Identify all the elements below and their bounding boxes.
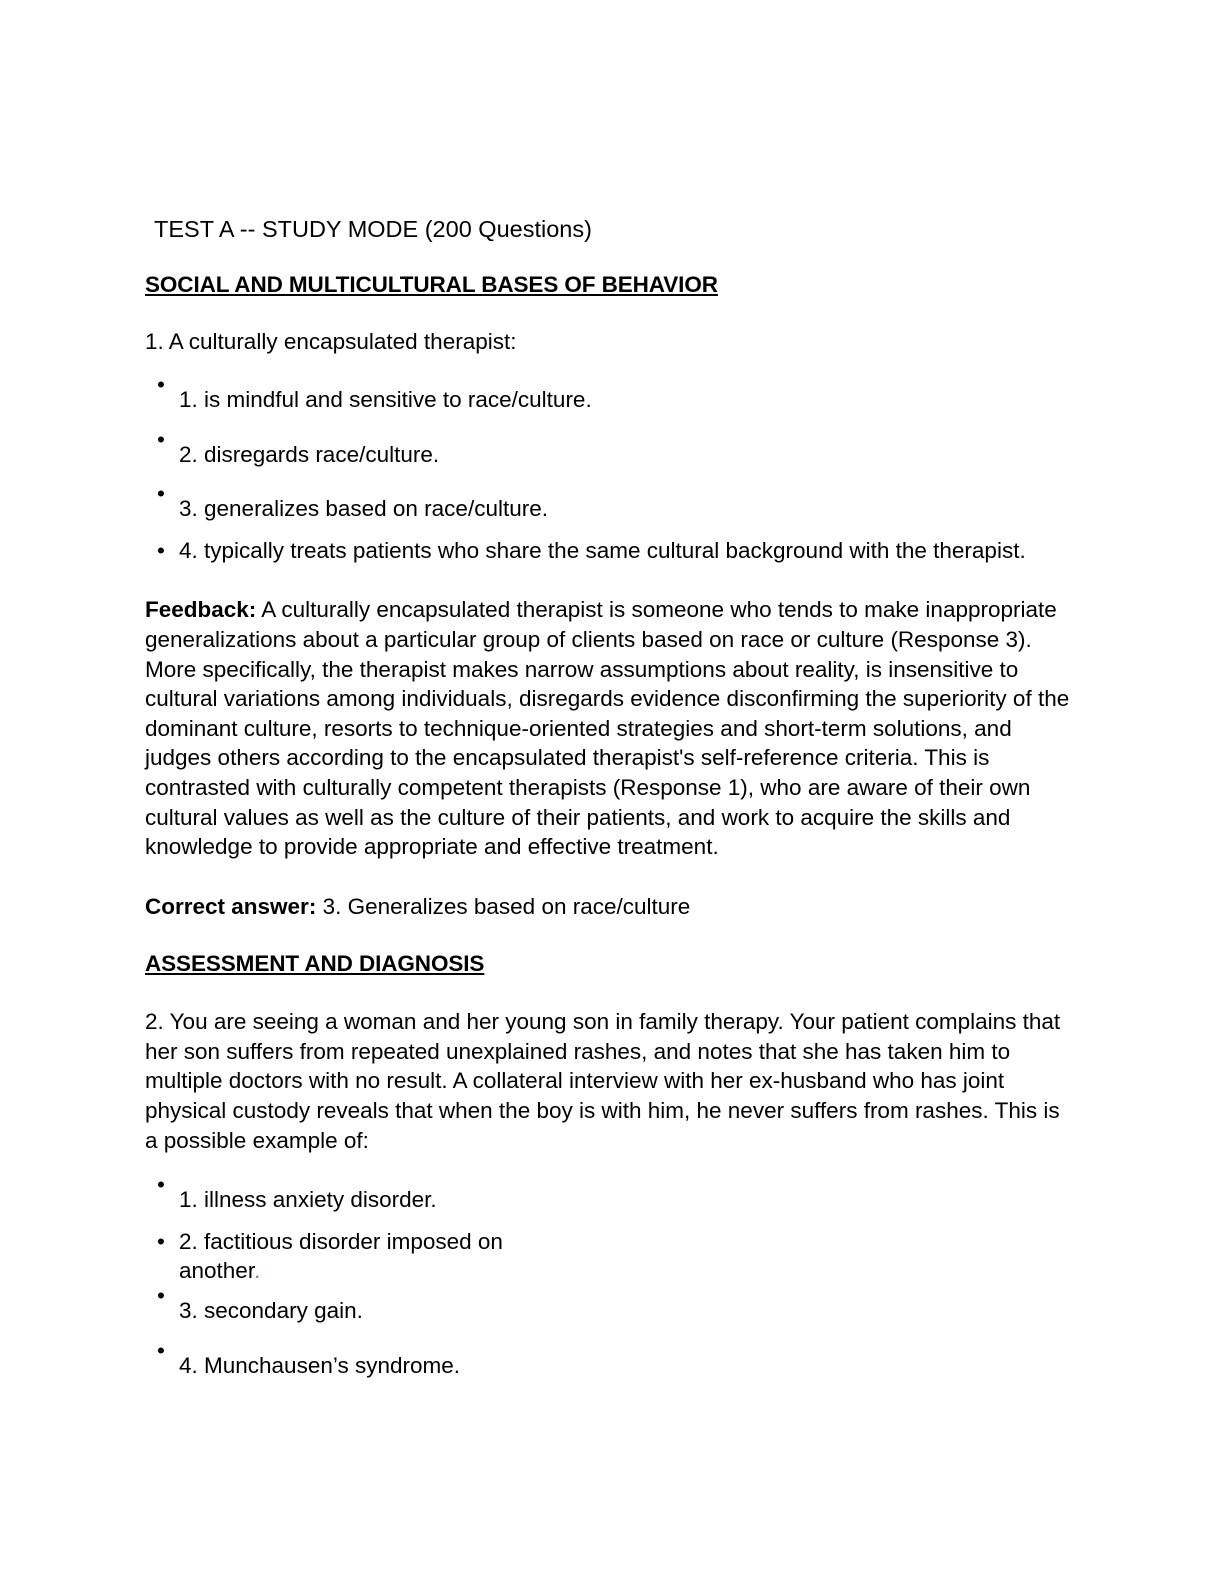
bullet-icon: • <box>157 481 165 507</box>
bullet-icon: • <box>157 371 165 397</box>
bullet-icon: • <box>157 537 165 563</box>
option-label: 4. Munchausen’s syndrome. <box>179 1352 460 1378</box>
option-item[interactable] <box>145 426 1071 470</box>
feedback-body: A culturally encapsulated therapist is someone who tends to make inappropriate generalizations about a particular group of clients based on race or culture (Response 3). More specifically, the therapist makes narrow assumptions about reality, is insensitive to cultural variations among individuals, disregards evidence disconfirming the superiority of the dominant culture, resorts to technique-oriented strategies and short-term solutions, and judges others according to the encapsulated therapist's self-reference criteria. This is contrasted with culturally competent therapists (Response 1), who are aware of their own cultural values as well as the culture of their patients, and work to acquire the skills and knowledge to provide appropriate and effective treatment. <box>145 597 1070 860</box>
option-label: 3. generalizes based on race/culture. <box>179 496 548 522</box>
spacer <box>145 565 1070 595</box>
spacer <box>145 862 1070 892</box>
section-heading-assessment-diagnosis: ASSESSMENT AND DIAGNOSIS <box>145 951 485 977</box>
option-item[interactable] <box>145 371 1071 415</box>
option-label: 2. factitious disorder imposed on another <box>179 1228 503 1284</box>
question-1-feedback <box>145 595 1071 861</box>
question-2-text: 2. You are seeing a woman and her young son in family therapy. Your patient complains that her son suffers from repeated unexplained rashes, and notes that she has taken him to multiple doctors with no result. A collateral interview with her ex-husband who has joint physical custody reveals that when the boy is with him, he never suffers from rashes. This is a possible example of: <box>145 1009 1061 1153</box>
option-label: 4. typically treats patients who share the same cultural background with the therapist. <box>179 537 1026 563</box>
option-label: 3. secondary gain. <box>179 1297 363 1323</box>
option-item[interactable] <box>145 1337 565 1381</box>
option-label: 2. disregards race/culture. <box>179 441 440 467</box>
feedback-label: Feedback: <box>145 597 257 623</box>
spacer <box>145 242 1070 272</box>
bullet-icon: • <box>157 1228 165 1254</box>
option-item[interactable] <box>145 1172 565 1215</box>
spacer <box>145 1155 1070 1185</box>
bullet-icon: • <box>157 1337 165 1363</box>
option-item[interactable] <box>145 1227 565 1286</box>
spacer <box>145 357 1070 385</box>
option-trailing-period: . <box>254 1258 261 1284</box>
option-item[interactable] <box>145 1282 565 1326</box>
section-heading-social-multicultural: SOCIAL AND MULTICULTURAL BASES OF BEHAVIOR <box>145 271 718 297</box>
question-1-options <box>145 371 1071 565</box>
spacer <box>145 921 1070 951</box>
option-label: 1. is mindful and sensitive to race/culture. <box>179 386 592 412</box>
bullet-icon: • <box>157 1172 165 1198</box>
correct-answer-body: 3. Generalizes based on race/culture <box>316 893 691 919</box>
correct-answer-label: Correct answer: <box>145 893 317 919</box>
question-2-options <box>145 1172 565 1380</box>
option-item[interactable] <box>145 481 1071 524</box>
option-item[interactable] <box>145 536 1071 566</box>
bullet-icon: • <box>157 426 165 452</box>
spacer <box>145 297 1070 327</box>
spacer <box>145 977 1070 1007</box>
bullet-icon: • <box>157 1282 165 1308</box>
document-title: TEST A -- STUDY MODE (200 Questions) <box>154 216 592 242</box>
option-label: 1. illness anxiety disorder. <box>179 1187 437 1213</box>
question-1-text: 1. A culturally encapsulated therapist: <box>145 329 517 355</box>
question-1-correct-answer <box>145 892 1071 922</box>
